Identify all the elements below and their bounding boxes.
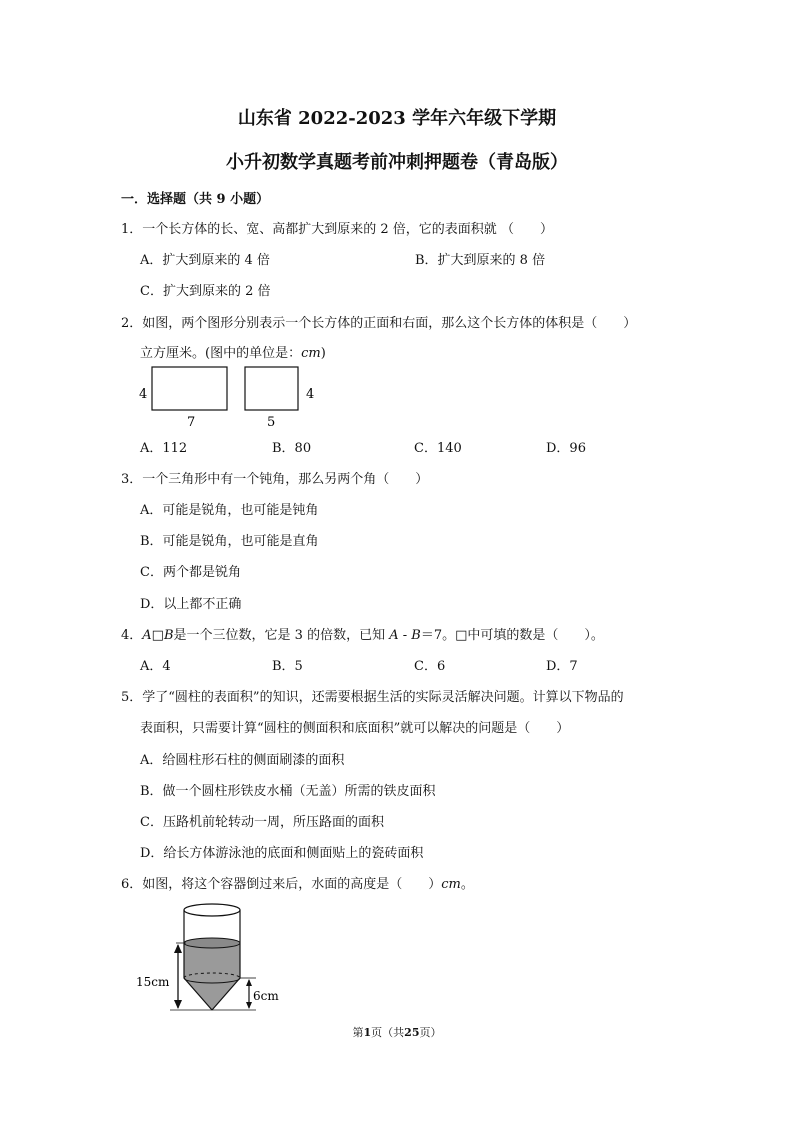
q4-option-b: B．5: [272, 659, 303, 674]
q4-box: □: [151, 628, 164, 643]
q6-text-post: 。: [460, 877, 474, 892]
q4-option-d: D．7: [546, 659, 578, 674]
question-5-line1: 5．学了“圆柱的表面积”的知识，还需要根据生活的实际灵活解决问题。计算以下物品的: [121, 690, 624, 705]
q2-option-a: A．112: [140, 441, 188, 456]
q2-option-c: C．140: [414, 441, 462, 456]
water-fill: [184, 943, 240, 1010]
q4-option-a: A．4: [140, 659, 171, 674]
q1-option-c: C．扩大到原来的 2 倍: [140, 284, 271, 299]
q2-line2-post: ): [320, 346, 326, 361]
page-footer: [0, 1024, 794, 1040]
side-width-label: 5: [267, 415, 276, 430]
front-height-label: 4: [139, 387, 148, 402]
footer-page-number: 1: [363, 1026, 372, 1039]
front-width-label: 7: [187, 415, 196, 430]
dim-6-arrow-down: [246, 1002, 252, 1009]
page-title-line1: 山东省 2022-2023 学年六年级下学期: [237, 108, 557, 129]
question-5-line2: 表面积，只需要计算“圆柱的侧面积和底面积”就可以解决的问题是（ ）: [140, 721, 570, 736]
question-2-line1: 2．如图，两个图形分别表示一个长方体的正面和右面，那么这个长方体的体积是（ ）: [121, 316, 637, 331]
q2-unit: cm: [301, 346, 321, 361]
dim-15-arrow-down: [174, 1000, 182, 1009]
dim-6-arrow-up: [246, 979, 252, 986]
water-surface-ellipse: [184, 938, 240, 948]
q2-option-b: B．80: [272, 441, 312, 456]
section-heading: 一．选择题（共 9 小题）: [121, 192, 270, 207]
q4-tail: ＝7。□中可填的数是（ ）。: [420, 628, 604, 643]
q4-expr-a: A: [389, 628, 399, 643]
q3-option-c: C．两个都是锐角: [140, 565, 241, 580]
question-2-line2: [140, 342, 326, 361]
q1-option-b: B．扩大到原来的 8 倍: [415, 253, 546, 268]
question-6: [121, 873, 474, 892]
footer-mid: 页（共: [371, 1026, 405, 1039]
q4-minus: -: [398, 628, 412, 643]
question-4: [121, 624, 604, 643]
question-1: 1．一个长方体的长、宽、高都扩大到原来的 2 倍，它的表面积就 （ ）: [121, 222, 553, 237]
footer-post: 页）: [419, 1026, 442, 1039]
page-title-line2: 小升初数学真题考前冲刺押题卷（青岛版）: [226, 152, 568, 173]
q4-num: 4．: [121, 628, 143, 643]
side-height-label: 4: [306, 387, 315, 402]
q6-container-figure: [130, 898, 290, 1023]
dim-15-arrow-up: [174, 944, 182, 953]
q5-option-d: D．给长方体游泳池的底面和侧面贴上的瓷砖面积: [140, 846, 424, 861]
q3-option-d: D．以上都不正确: [140, 597, 242, 612]
q6-unit: cm: [441, 877, 461, 892]
q2-line2-pre: 立方厘米。(图中的单位是：: [140, 346, 302, 361]
q5-option-a: A．给圆柱形石柱的侧面刷漆的面积: [140, 753, 345, 768]
q4-option-c: C．6: [414, 659, 446, 674]
q4-var-a: A: [142, 628, 152, 643]
q6-text-pre: 6．如图，将这个容器倒过来后，水面的高度是（ ）: [121, 877, 442, 892]
q3-option-b: B．可能是锐角，也可能是直角: [140, 534, 319, 549]
q4-var-b: B: [163, 628, 174, 643]
q5-option-b: B．做一个圆柱形铁皮水桶（无盖）所需的铁皮面积: [140, 784, 436, 799]
side-face-rect: [245, 367, 298, 410]
height-label-15cm: 15cm: [136, 975, 170, 989]
q1-option-a: A．扩大到原来的 4 倍: [140, 253, 270, 268]
cone-label-6cm: 6cm: [253, 989, 279, 1003]
q2-figure: [130, 362, 330, 432]
q3-option-a: A．可能是锐角，也可能是钝角: [140, 503, 319, 518]
question-3: 3．一个三角形中有一个钝角，那么另两个角（ ）: [121, 472, 429, 487]
q5-option-c: C．压路机前轮转动一周，所压路面的面积: [140, 815, 384, 830]
q4-mid: 是一个三位数，它是 3 的倍数，已知: [173, 628, 390, 643]
q2-option-d: D．96: [546, 441, 586, 456]
footer-total-pages: 25: [404, 1026, 420, 1039]
footer-pre: 第: [352, 1026, 364, 1039]
q4-expr-b: B: [411, 628, 421, 643]
container-top-ellipse: [184, 904, 240, 916]
front-face-rect: [152, 367, 227, 410]
